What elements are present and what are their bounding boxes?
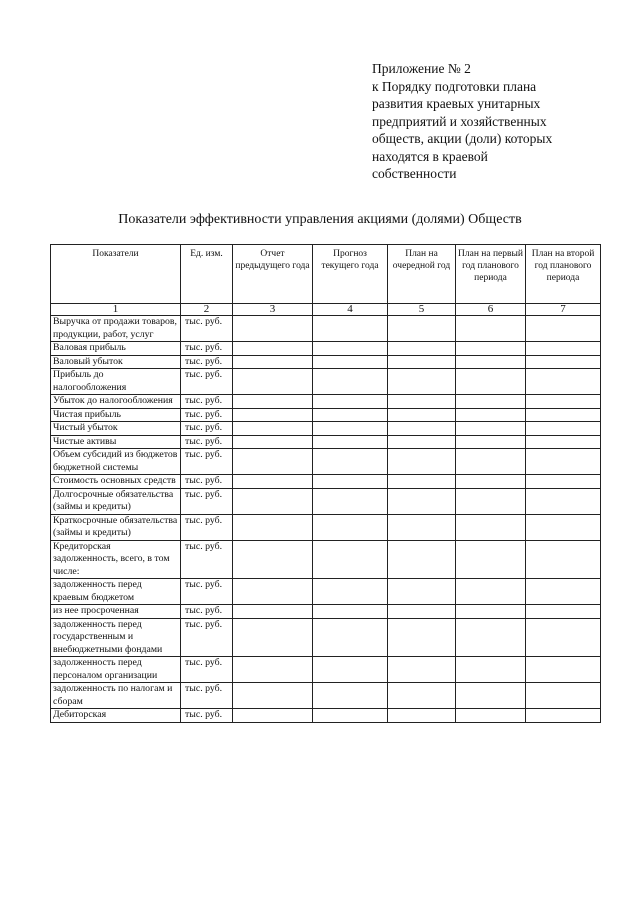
indicator-label: Чистый убыток	[51, 422, 181, 436]
value-cell[interactable]	[313, 618, 388, 657]
value-cell[interactable]	[456, 449, 526, 475]
value-cell[interactable]	[526, 395, 601, 409]
indicator-label: из нее просроченная	[51, 605, 181, 619]
value-cell[interactable]	[388, 514, 456, 540]
value-cell[interactable]	[313, 422, 388, 436]
value-cell[interactable]	[526, 709, 601, 723]
unit-cell: тыс. руб.	[181, 355, 233, 369]
unit-cell: тыс. руб.	[181, 657, 233, 683]
value-cell[interactable]	[233, 657, 313, 683]
value-cell[interactable]	[388, 369, 456, 395]
unit-cell: тыс. руб.	[181, 683, 233, 709]
indicator-label: задолженность перед персоналом организации	[51, 657, 181, 683]
value-cell[interactable]	[388, 618, 456, 657]
value-cell[interactable]	[456, 369, 526, 395]
value-cell[interactable]	[456, 435, 526, 449]
indicator-label: Стоимость основных средств	[51, 475, 181, 489]
value-cell[interactable]	[388, 579, 456, 605]
value-cell[interactable]	[313, 579, 388, 605]
value-cell[interactable]	[526, 342, 601, 356]
unit-cell: тыс. руб.	[181, 514, 233, 540]
table-row	[51, 408, 601, 422]
column-number: 2	[181, 304, 233, 316]
value-cell[interactable]	[456, 579, 526, 605]
value-cell[interactable]	[233, 316, 313, 342]
table-row	[51, 579, 601, 605]
value-cell[interactable]	[388, 316, 456, 342]
value-cell[interactable]	[233, 709, 313, 723]
value-cell[interactable]	[456, 422, 526, 436]
value-cell[interactable]	[233, 618, 313, 657]
value-cell[interactable]	[456, 316, 526, 342]
unit-cell: тыс. руб.	[181, 369, 233, 395]
value-cell[interactable]	[456, 342, 526, 356]
value-cell[interactable]	[388, 395, 456, 409]
value-cell[interactable]	[456, 408, 526, 422]
column-number: 5	[388, 304, 456, 316]
document-title: Показатели эффективности управления акциями (долями) Обществ	[118, 212, 522, 227]
value-cell[interactable]	[388, 355, 456, 369]
value-cell[interactable]	[233, 514, 313, 540]
indicator-label: Выручка от продажи товаров, продукции, работ, услуг	[51, 316, 181, 342]
value-cell[interactable]	[313, 369, 388, 395]
annex-line: собственности	[372, 166, 457, 181]
value-cell[interactable]	[456, 683, 526, 709]
value-cell[interactable]	[526, 316, 601, 342]
value-cell[interactable]	[313, 355, 388, 369]
unit-cell: тыс. руб.	[181, 709, 233, 723]
value-cell[interactable]	[526, 475, 601, 489]
value-cell[interactable]	[526, 514, 601, 540]
value-cell[interactable]	[313, 395, 388, 409]
value-cell[interactable]	[526, 355, 601, 369]
column-header: План на очередной год	[388, 245, 456, 304]
value-cell[interactable]	[233, 435, 313, 449]
column-number-row	[51, 304, 601, 316]
value-cell[interactable]	[233, 683, 313, 709]
value-cell[interactable]	[233, 342, 313, 356]
value-cell[interactable]	[388, 422, 456, 436]
unit-cell: тыс. руб.	[181, 342, 233, 356]
value-cell[interactable]	[313, 657, 388, 683]
value-cell[interactable]	[233, 369, 313, 395]
value-cell[interactable]	[456, 475, 526, 489]
value-cell[interactable]	[388, 540, 456, 579]
unit-cell: тыс. руб.	[181, 435, 233, 449]
table-row	[51, 355, 601, 369]
unit-cell: тыс. руб.	[181, 422, 233, 436]
unit-cell: тыс. руб.	[181, 395, 233, 409]
annex-block	[372, 60, 612, 183]
indicators-table	[50, 244, 601, 723]
value-cell[interactable]	[526, 369, 601, 395]
value-cell[interactable]	[526, 435, 601, 449]
indicator-label: Чистая прибыль	[51, 408, 181, 422]
value-cell[interactable]	[526, 449, 601, 475]
unit-cell: тыс. руб.	[181, 316, 233, 342]
unit-cell: тыс. руб.	[181, 449, 233, 475]
table-row	[51, 514, 601, 540]
annex-line: Приложение № 2	[372, 61, 471, 76]
column-number: 3	[233, 304, 313, 316]
indicator-label: Валовый убыток	[51, 355, 181, 369]
value-cell[interactable]	[526, 579, 601, 605]
unit-cell: тыс. руб.	[181, 605, 233, 619]
value-cell[interactable]	[526, 657, 601, 683]
value-cell[interactable]	[233, 395, 313, 409]
annex-line: обществ, акции (доли) которых	[372, 131, 553, 146]
value-cell[interactable]	[313, 683, 388, 709]
indicator-label: Чистые активы	[51, 435, 181, 449]
value-cell[interactable]	[313, 514, 388, 540]
table-row	[51, 618, 601, 657]
column-header: Ед. изм.	[181, 245, 233, 304]
value-cell[interactable]	[313, 435, 388, 449]
unit-cell: тыс. руб.	[181, 579, 233, 605]
table-row	[51, 709, 601, 723]
value-cell[interactable]	[456, 605, 526, 619]
value-cell[interactable]	[233, 408, 313, 422]
value-cell[interactable]	[388, 605, 456, 619]
value-cell[interactable]	[233, 540, 313, 579]
unit-cell: тыс. руб.	[181, 488, 233, 514]
value-cell[interactable]	[526, 408, 601, 422]
column-number: 4	[313, 304, 388, 316]
table-row	[51, 540, 601, 579]
value-cell[interactable]	[388, 488, 456, 514]
value-cell[interactable]	[526, 683, 601, 709]
annex-line: предприятий и хозяйственных	[372, 113, 547, 129]
value-cell[interactable]	[388, 449, 456, 475]
value-cell[interactable]	[388, 709, 456, 723]
column-number: 7	[526, 304, 601, 316]
value-cell[interactable]	[456, 488, 526, 514]
value-cell[interactable]	[526, 605, 601, 619]
value-cell[interactable]	[526, 488, 601, 514]
value-cell[interactable]	[313, 449, 388, 475]
table-row	[51, 683, 601, 709]
value-cell[interactable]	[313, 488, 388, 514]
value-cell[interactable]	[313, 605, 388, 619]
column-header: Показатели	[51, 245, 181, 304]
table-row	[51, 435, 601, 449]
value-cell[interactable]	[313, 475, 388, 489]
value-cell[interactable]	[313, 316, 388, 342]
value-cell[interactable]	[456, 514, 526, 540]
value-cell[interactable]	[456, 355, 526, 369]
value-cell[interactable]	[388, 408, 456, 422]
table-row	[51, 449, 601, 475]
table-row	[51, 395, 601, 409]
value-cell[interactable]	[233, 579, 313, 605]
value-cell[interactable]	[233, 422, 313, 436]
value-cell[interactable]	[233, 355, 313, 369]
value-cell[interactable]	[526, 422, 601, 436]
value-cell[interactable]	[388, 475, 456, 489]
value-cell[interactable]	[233, 475, 313, 489]
table-row	[51, 316, 601, 342]
indicator-label: Убыток до налогообложения	[51, 395, 181, 409]
column-number: 1	[51, 304, 181, 316]
value-cell[interactable]	[233, 605, 313, 619]
value-cell[interactable]	[388, 683, 456, 709]
table-row	[51, 342, 601, 356]
value-cell[interactable]	[456, 540, 526, 579]
indicator-label: Кредиторская задолженность, всего, в том числе:	[51, 540, 181, 579]
table-row	[51, 369, 601, 395]
table-row	[51, 657, 601, 683]
indicator-label: задолженность по налогам и сборам	[51, 683, 181, 709]
indicator-label: Краткосрочные обязательства (займы и кредиты)	[51, 514, 181, 540]
indicator-label: Объем субсидий из бюджетов бюджетной системы	[51, 449, 181, 475]
indicator-label: Долгосрочные обязательства (займы и кредиты)	[51, 488, 181, 514]
table-row	[51, 488, 601, 514]
value-cell[interactable]	[313, 540, 388, 579]
value-cell[interactable]	[233, 488, 313, 514]
column-header: Прогноз текущего года	[313, 245, 388, 304]
indicator-label: Прибыль до налогообложения	[51, 369, 181, 395]
column-header: План на второй год планового периода	[526, 245, 601, 304]
unit-cell: тыс. руб.	[181, 408, 233, 422]
unit-cell: тыс. руб.	[181, 475, 233, 489]
value-cell[interactable]	[456, 657, 526, 683]
indicator-label: задолженность перед краевым бюджетом	[51, 579, 181, 605]
indicator-label: Валовая прибыль	[51, 342, 181, 356]
value-cell[interactable]	[313, 709, 388, 723]
annex-line: развития краевых унитарных	[372, 96, 541, 111]
indicator-label: Дебиторская	[51, 709, 181, 723]
annex-line: находятся в краевой	[372, 148, 488, 164]
annex-line: к Порядку подготовки плана	[372, 78, 537, 94]
header-row	[51, 245, 601, 304]
value-cell[interactable]	[526, 540, 601, 579]
value-cell[interactable]	[526, 618, 601, 657]
unit-cell: тыс. руб.	[181, 540, 233, 579]
table-row	[51, 605, 601, 619]
column-header: Отчет предыдущего года	[233, 245, 313, 304]
indicator-label: задолженность перед государственным и внебюджетными фондами	[51, 618, 181, 657]
value-cell[interactable]	[233, 449, 313, 475]
table-row	[51, 475, 601, 489]
value-cell[interactable]	[388, 435, 456, 449]
value-cell[interactable]	[313, 342, 388, 356]
column-number: 6	[456, 304, 526, 316]
value-cell[interactable]	[456, 618, 526, 657]
value-cell[interactable]	[388, 342, 456, 356]
column-header: План на первый год планового периода	[456, 245, 526, 304]
value-cell[interactable]	[456, 709, 526, 723]
value-cell[interactable]	[456, 395, 526, 409]
unit-cell: тыс. руб.	[181, 618, 233, 657]
table-row	[51, 422, 601, 436]
value-cell[interactable]	[313, 408, 388, 422]
value-cell[interactable]	[388, 657, 456, 683]
